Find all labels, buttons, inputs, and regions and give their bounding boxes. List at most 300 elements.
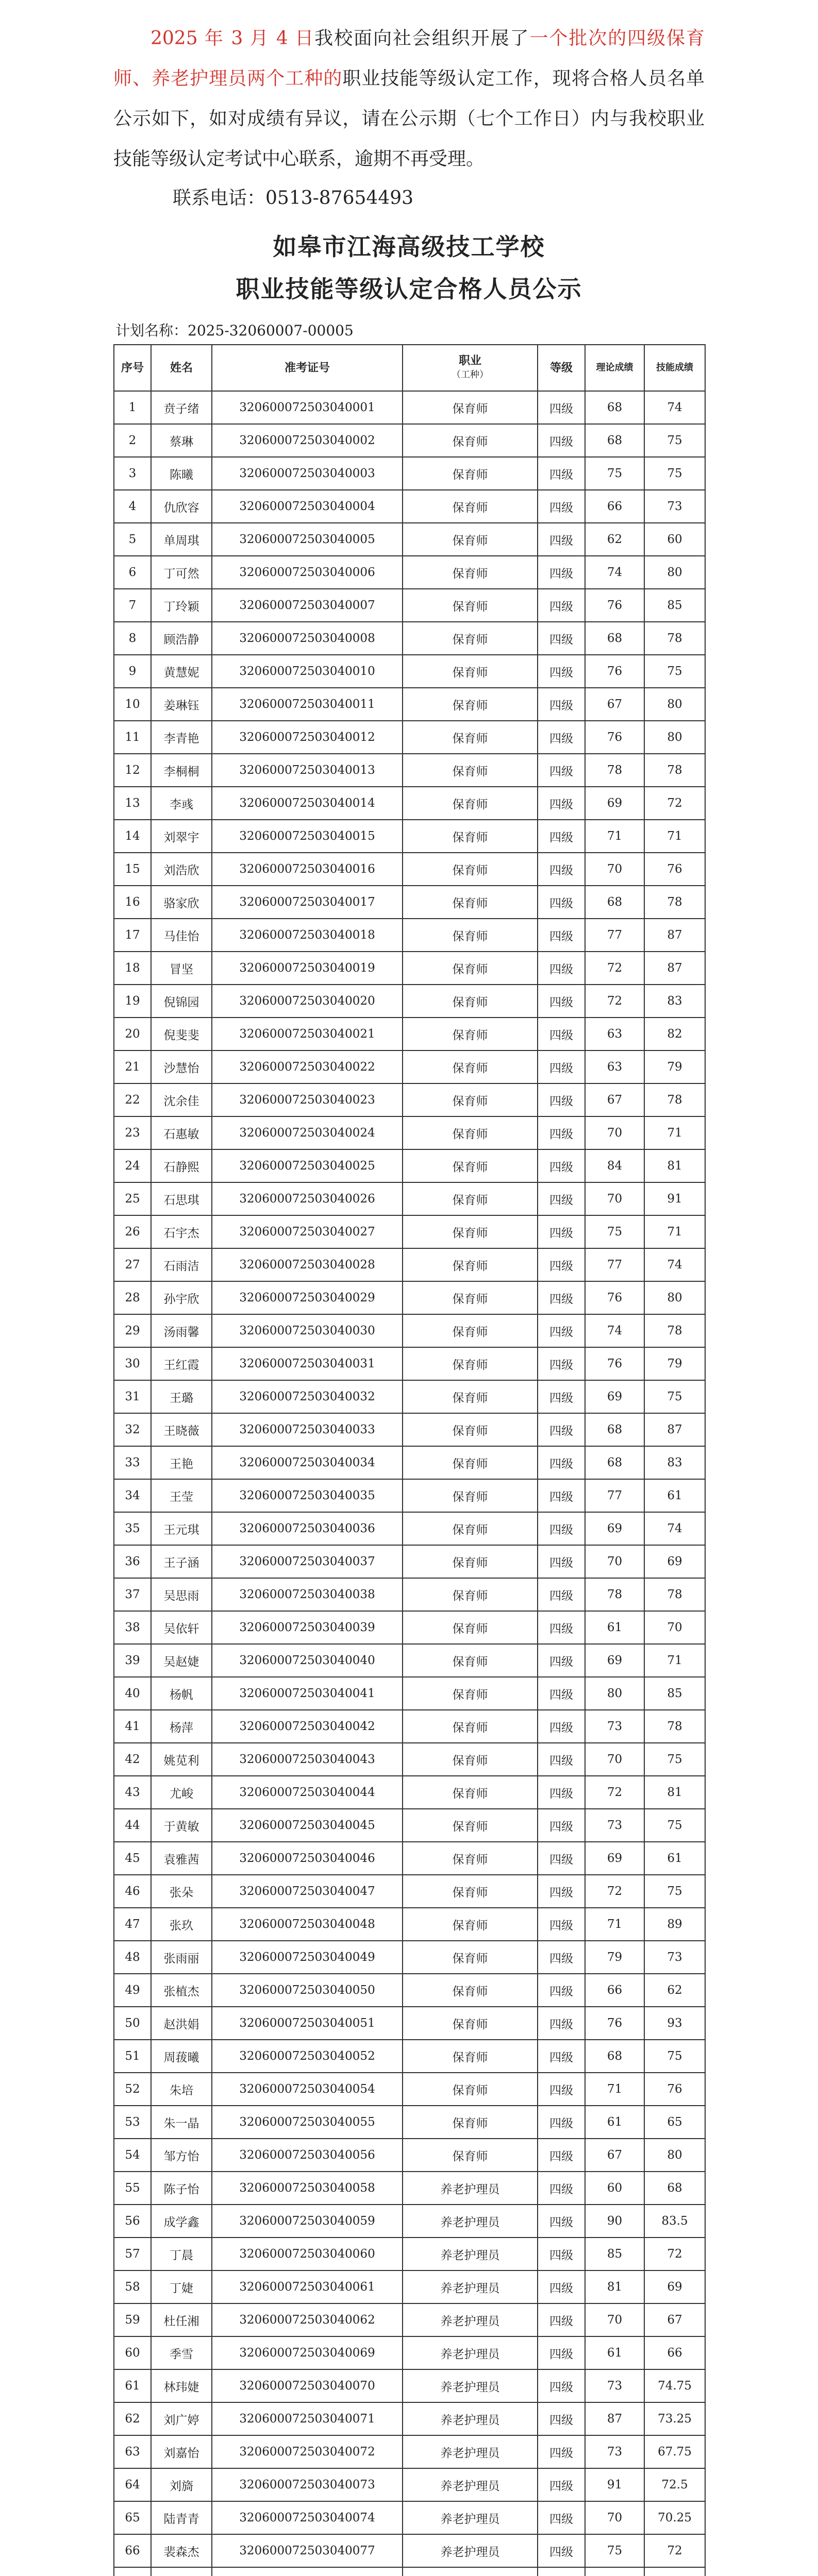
cell-level: 四级 — [538, 1512, 585, 1545]
cell-theory: 68 — [585, 1446, 644, 1479]
cell-level: 四级 — [538, 2534, 585, 2567]
cell-job: 养老护理员 — [403, 2303, 538, 2336]
cell-theory: 74 — [585, 1314, 644, 1347]
cell-skill: 78 — [644, 622, 705, 655]
header-job-label: 职业 — [458, 354, 481, 367]
cell-no: 44 — [114, 1809, 151, 1842]
header-job-sub: （工种） — [452, 369, 489, 380]
cell-name: 张雨丽 — [151, 1941, 212, 1974]
cell-job: 保育师 — [403, 1677, 538, 1710]
cell-job: 保育师 — [403, 1248, 538, 1281]
table-row — [114, 1875, 705, 1908]
cell-theory: 76 — [585, 1347, 644, 1380]
cell-job: 养老护理员 — [403, 2534, 538, 2567]
cell-name: 赵洪娟 — [151, 2007, 212, 2040]
cell-job: 保育师 — [403, 688, 538, 721]
cell-no: 57 — [114, 2238, 151, 2270]
cell-job: 保育师 — [403, 1710, 538, 1743]
cell-job: 保育师 — [403, 1842, 538, 1875]
cell-theory: 79 — [585, 1941, 644, 1974]
cell-job: 保育师 — [403, 985, 538, 1018]
cell-no: 15 — [114, 853, 151, 886]
table-row — [114, 2040, 705, 2073]
cell-job — [403, 2567, 538, 2576]
cell-level: 四级 — [538, 457, 585, 490]
cell-theory: 85 — [585, 2238, 644, 2270]
header-job — [403, 345, 538, 391]
cell-exam-id: 320600072503040024 — [212, 1116, 403, 1149]
cell-level: 四级 — [538, 2238, 585, 2270]
cell-no: 2 — [114, 424, 151, 457]
cell-skill: 74 — [644, 1512, 705, 1545]
table-row — [114, 853, 705, 886]
cell-exam-id: 320600072503040044 — [212, 1776, 403, 1809]
table-row — [114, 2139, 705, 2172]
cell-job: 保育师 — [403, 1611, 538, 1644]
cell-no: 46 — [114, 1875, 151, 1908]
cell-job: 保育师 — [403, 2073, 538, 2106]
cell-theory: 66 — [585, 1974, 644, 2007]
cell-theory: 76 — [585, 655, 644, 688]
cell-job: 养老护理员 — [403, 2172, 538, 2205]
cell-theory: 77 — [585, 919, 644, 952]
table-row — [114, 1215, 705, 1248]
cell-exam-id: 320600072503040048 — [212, 1908, 403, 1941]
cell-skill: 80 — [644, 556, 705, 589]
cell-theory: 70 — [585, 2501, 644, 2534]
cell-job: 保育师 — [403, 1018, 538, 1050]
cell-name: 单周琪 — [151, 523, 212, 556]
cell-theory: 70 — [585, 1743, 644, 1776]
cell-level: 四级 — [538, 2139, 585, 2172]
table-row — [114, 1413, 705, 1446]
cell-name: 周菝曦 — [151, 2040, 212, 2073]
table-row — [114, 1644, 705, 1677]
cell-skill: 89 — [644, 1908, 705, 1941]
cell-level: 四级 — [538, 1578, 585, 1611]
cell-no: 10 — [114, 688, 151, 721]
cell-job: 保育师 — [403, 1182, 538, 1215]
contact-label: 联系电话： — [173, 188, 266, 209]
contact-phone: 0513-87654493 — [265, 188, 414, 209]
cell-no: 36 — [114, 1545, 151, 1578]
cell-skill: 61 — [644, 1842, 705, 1875]
cell-theory: 66 — [585, 490, 644, 523]
table-row — [114, 688, 705, 721]
table-row — [114, 2402, 705, 2435]
cell-level: 四级 — [538, 1347, 585, 1380]
cell-skill: 82 — [644, 1018, 705, 1050]
cell-no: 19 — [114, 985, 151, 1018]
cell-exam-id — [212, 2567, 403, 2576]
cell-name: 仇欣容 — [151, 490, 212, 523]
cell-job: 保育师 — [403, 622, 538, 655]
cell-theory: 68 — [585, 2040, 644, 2073]
cell-level: 四级 — [538, 2369, 585, 2402]
cell-job: 保育师 — [403, 1116, 538, 1149]
cell-no: 27 — [114, 1248, 151, 1281]
cell-theory: 75 — [585, 1215, 644, 1248]
cell-name: 王红霞 — [151, 1347, 212, 1380]
cell-name: 姜琳钰 — [151, 688, 212, 721]
cell-exam-id: 320600072503040060 — [212, 2238, 403, 2270]
cell-level: 四级 — [538, 1380, 585, 1413]
cell-skill: 72 — [644, 2534, 705, 2567]
cell-skill: 71 — [644, 820, 705, 853]
cell-job: 养老护理员 — [403, 2336, 538, 2369]
cell-theory: 75 — [585, 2534, 644, 2567]
cell-name: 陈曦 — [151, 457, 212, 490]
cell-level: 四级 — [538, 1809, 585, 1842]
cell-theory: 67 — [585, 688, 644, 721]
cell-level: 四级 — [538, 919, 585, 952]
cell-no: 61 — [114, 2369, 151, 2402]
table-row — [114, 1545, 705, 1578]
cell-level: 四级 — [538, 1018, 585, 1050]
table-row — [114, 1578, 705, 1611]
cell-skill: 72 — [644, 787, 705, 820]
cell-level: 四级 — [538, 1281, 585, 1314]
cell-exam-id: 320600072503040074 — [212, 2501, 403, 2534]
intro-text-2: 职业技能等级认定工作，现将合格人员名单公示如下，如对成绩有异议，请在公示期（七个工作日）内与我校职业技能等级认定考试中心联系，逾期不再受理。 — [113, 68, 705, 170]
cell-skill: 85 — [644, 1677, 705, 1710]
cell-skill: 65 — [644, 2106, 705, 2139]
cell-exam-id: 320600072503040002 — [212, 424, 403, 457]
table-row — [114, 1380, 705, 1413]
table-row — [114, 2106, 705, 2139]
cell-exam-id: 320600072503040029 — [212, 1281, 403, 1314]
cell-theory: 84 — [585, 1149, 644, 1182]
cell-exam-id: 320600072503040020 — [212, 985, 403, 1018]
cell-skill: 74 — [644, 1248, 705, 1281]
header-no: 序号 — [114, 345, 151, 391]
cell-level: 四级 — [538, 787, 585, 820]
cell-level: 四级 — [538, 2435, 585, 2468]
cell-no: 64 — [114, 2468, 151, 2501]
table-row — [114, 391, 705, 424]
cell-no: 41 — [114, 1710, 151, 1743]
cell-level: 四级 — [538, 1479, 585, 1512]
cell-skill: 81 — [644, 1776, 705, 1809]
cell-job: 保育师 — [403, 919, 538, 952]
cell-skill: 75 — [644, 1380, 705, 1413]
cell-name: 李彧 — [151, 787, 212, 820]
cell-level: 四级 — [538, 1182, 585, 1215]
cell-no: 39 — [114, 1644, 151, 1677]
cell-exam-id: 320600072503040004 — [212, 490, 403, 523]
table-row — [114, 1116, 705, 1149]
cell-theory: 63 — [585, 1050, 644, 1083]
table-row — [114, 490, 705, 523]
cell-skill: 69 — [644, 1545, 705, 1578]
cell-name: 王元琪 — [151, 1512, 212, 1545]
cell-no: 9 — [114, 655, 151, 688]
cell-theory: 73 — [585, 1710, 644, 1743]
cell-no: 32 — [114, 1413, 151, 1446]
table-row — [114, 1446, 705, 1479]
table-row — [114, 2501, 705, 2534]
cell-exam-id: 320600072503040042 — [212, 1710, 403, 1743]
table-row — [114, 1611, 705, 1644]
cell-skill: 71 — [644, 1215, 705, 1248]
cell-exam-id: 320600072503040013 — [212, 754, 403, 787]
cell-skill: 75 — [644, 2040, 705, 2073]
table-row — [114, 1512, 705, 1545]
cell-theory: 91 — [585, 2468, 644, 2501]
cell-exam-id: 320600072503040073 — [212, 2468, 403, 2501]
table-row — [114, 424, 705, 457]
cell-no: 33 — [114, 1446, 151, 1479]
cell-no: 54 — [114, 2139, 151, 2172]
cell-no: 42 — [114, 1743, 151, 1776]
cell-theory: 68 — [585, 622, 644, 655]
cell-no: 4 — [114, 490, 151, 523]
cell-theory: 73 — [585, 1809, 644, 1842]
cell-skill: 91 — [644, 1182, 705, 1215]
cell-name: 吴思雨 — [151, 1578, 212, 1611]
cell-job: 保育师 — [403, 853, 538, 886]
cell-skill: 70.25 — [644, 2501, 705, 2534]
cell-skill: 75 — [644, 655, 705, 688]
cell-skill: 75 — [644, 1743, 705, 1776]
cell-exam-id: 320600072503040015 — [212, 820, 403, 853]
cell-no — [114, 2567, 151, 2576]
cell-skill: 78 — [644, 1083, 705, 1116]
cell-job: 保育师 — [403, 2139, 538, 2172]
cell-job: 保育师 — [403, 556, 538, 589]
cell-job: 保育师 — [403, 1215, 538, 1248]
cell-skill: 71 — [644, 1644, 705, 1677]
table-row — [114, 2435, 705, 2468]
cell-job: 保育师 — [403, 1149, 538, 1182]
table-row — [114, 1908, 705, 1941]
cell-theory: 76 — [585, 721, 644, 754]
cell-theory: 87 — [585, 2402, 644, 2435]
cell-name: 贲子绪 — [151, 391, 212, 424]
cell-no: 21 — [114, 1050, 151, 1083]
cell-skill: 83 — [644, 1446, 705, 1479]
cell-exam-id: 320600072503040043 — [212, 1743, 403, 1776]
cell-theory: 77 — [585, 1248, 644, 1281]
cell-name: 姚苋利 — [151, 1743, 212, 1776]
cell-exam-id: 320600072503040027 — [212, 1215, 403, 1248]
cell-level: 四级 — [538, 1215, 585, 1248]
cell-level: 四级 — [538, 2205, 585, 2238]
cell-level: 四级 — [538, 853, 585, 886]
table-row — [114, 985, 705, 1018]
table-row — [114, 2270, 705, 2303]
cell-no: 22 — [114, 1083, 151, 1116]
table-row — [114, 1743, 705, 1776]
cell-no: 5 — [114, 523, 151, 556]
table-row — [114, 2007, 705, 2040]
cell-name: 石静熙 — [151, 1149, 212, 1182]
cell-exam-id: 320600072503040040 — [212, 1644, 403, 1677]
cell-job: 保育师 — [403, 1578, 538, 1611]
table-row — [114, 1842, 705, 1875]
cell-theory: 72 — [585, 985, 644, 1018]
cell-name: 沈余佳 — [151, 1083, 212, 1116]
cell-theory: 78 — [585, 754, 644, 787]
cell-job: 保育师 — [403, 886, 538, 919]
cell-level: 四级 — [538, 556, 585, 589]
cell-exam-id: 320600072503040072 — [212, 2435, 403, 2468]
cell-no: 43 — [114, 1776, 151, 1809]
cell-level: 四级 — [538, 391, 585, 424]
cell-theory: 70 — [585, 1545, 644, 1578]
cell-no: 51 — [114, 2040, 151, 2073]
cell-no: 63 — [114, 2435, 151, 2468]
cell-exam-id: 320600072503040005 — [212, 523, 403, 556]
cell-theory: 71 — [585, 820, 644, 853]
cell-skill: 78 — [644, 1710, 705, 1743]
table-body — [114, 391, 705, 2576]
cell-name: 杜任湘 — [151, 2303, 212, 2336]
cell-skill: 73 — [644, 1941, 705, 1974]
cell-name: 丁玲颖 — [151, 589, 212, 622]
cell-job: 保育师 — [403, 820, 538, 853]
cell-level: 四级 — [538, 754, 585, 787]
cell-level: 四级 — [538, 1116, 585, 1149]
cell-skill: 79 — [644, 1347, 705, 1380]
cell-no: 45 — [114, 1842, 151, 1875]
cell-skill: 75 — [644, 457, 705, 490]
cell-level: 四级 — [538, 2040, 585, 2073]
intro-date: 2025 年 3 月 4 日 — [151, 28, 315, 49]
cell-name: 王璐 — [151, 1380, 212, 1413]
cell-exam-id: 320600072503040031 — [212, 1347, 403, 1380]
cell-skill: 83 — [644, 985, 705, 1018]
cell-theory: 62 — [585, 523, 644, 556]
cell-level: 四级 — [538, 886, 585, 919]
cell-name: 成学鑫 — [151, 2205, 212, 2238]
cell-skill: 78 — [644, 754, 705, 787]
cell-theory: 61 — [585, 1611, 644, 1644]
cell-no: 31 — [114, 1380, 151, 1413]
table-row — [114, 2238, 705, 2270]
cell-level: 四级 — [538, 1083, 585, 1116]
cell-theory: 68 — [585, 886, 644, 919]
table-row — [114, 1809, 705, 1842]
cell-name: 李青艳 — [151, 721, 212, 754]
cell-name: 丁婕 — [151, 2270, 212, 2303]
cell-job: 保育师 — [403, 2007, 538, 2040]
table-row — [114, 1018, 705, 1050]
cell-theory: 74 — [585, 556, 644, 589]
cell-name: 刘浩欣 — [151, 853, 212, 886]
cell-skill: 75 — [644, 424, 705, 457]
cell-name: 倪斐斐 — [151, 1018, 212, 1050]
contact-line — [113, 180, 705, 216]
cell-no: 3 — [114, 457, 151, 490]
cell-name: 刘旖 — [151, 2468, 212, 2501]
cell-exam-id: 320600072503040035 — [212, 1479, 403, 1512]
cell-skill: 80 — [644, 1281, 705, 1314]
cell-skill: 83.5 — [644, 2205, 705, 2238]
table-row — [114, 2073, 705, 2106]
table-row — [114, 1149, 705, 1182]
cell-level: 四级 — [538, 721, 585, 754]
cell-level: 四级 — [538, 490, 585, 523]
table-row — [114, 754, 705, 787]
cell-name: 吴依轩 — [151, 1611, 212, 1644]
cell-job: 保育师 — [403, 754, 538, 787]
table-row — [114, 2534, 705, 2567]
cell-job: 养老护理员 — [403, 2501, 538, 2534]
cell-job: 保育师 — [403, 1083, 538, 1116]
table-row — [114, 1182, 705, 1215]
table-row — [114, 952, 705, 985]
cell-exam-id: 320600072503040008 — [212, 622, 403, 655]
cell-name: 蔡琳 — [151, 424, 212, 457]
cell-job: 保育师 — [403, 1479, 538, 1512]
table-row — [114, 1281, 705, 1314]
cell-skill: 87 — [644, 919, 705, 952]
table-row — [114, 1710, 705, 1743]
cell-exam-id: 320600072503040028 — [212, 1248, 403, 1281]
cell-no: 12 — [114, 754, 151, 787]
cell-job: 保育师 — [403, 1314, 538, 1347]
table-row — [114, 457, 705, 490]
cell-job: 保育师 — [403, 1380, 538, 1413]
cell-level: 四级 — [538, 1248, 585, 1281]
cell-exam-id: 320600072503040047 — [212, 1875, 403, 1908]
cell-no: 52 — [114, 2073, 151, 2106]
cell-job: 养老护理员 — [403, 2270, 538, 2303]
cell-name: 李桐桐 — [151, 754, 212, 787]
cell-theory: 69 — [585, 1842, 644, 1875]
table-row — [114, 1974, 705, 2007]
cell-skill: 69 — [644, 2270, 705, 2303]
cell-job: 保育师 — [403, 1743, 538, 1776]
cell-exam-id: 320600072503040010 — [212, 655, 403, 688]
plan-number: 计划名称：2025-32060007-00005 — [115, 322, 354, 339]
cell-no: 56 — [114, 2205, 151, 2238]
cell-theory — [585, 2567, 644, 2576]
cell-theory: 81 — [585, 2270, 644, 2303]
cell-skill: 61 — [644, 1479, 705, 1512]
cell-job: 保育师 — [403, 589, 538, 622]
cell-level: 四级 — [538, 2270, 585, 2303]
cell-level: 四级 — [538, 589, 585, 622]
cell-level: 四级 — [538, 655, 585, 688]
cell-exam-id: 320600072503040034 — [212, 1446, 403, 1479]
document-title: 职业技能等级认定合格人员公示 — [236, 275, 582, 303]
cell-theory: 67 — [585, 1083, 644, 1116]
cell-level: 四级 — [538, 1413, 585, 1446]
cell-exam-id: 320600072503040023 — [212, 1083, 403, 1116]
table-row — [114, 2567, 705, 2576]
cell-name: 邹方怡 — [151, 2139, 212, 2172]
cell-no: 62 — [114, 2402, 151, 2435]
cell-no: 8 — [114, 622, 151, 655]
cell-job: 养老护理员 — [403, 2205, 538, 2238]
header-level: 等级 — [538, 345, 585, 391]
cell-name: 林玮婕 — [151, 2369, 212, 2402]
cell-name: 丁晨 — [151, 2238, 212, 2270]
cell-level: 四级 — [538, 2336, 585, 2369]
cell-level: 四级 — [538, 1446, 585, 1479]
table-row — [114, 1941, 705, 1974]
cell-skill: 68 — [644, 2172, 705, 2205]
cell-no: 30 — [114, 1347, 151, 1380]
cell-job: 保育师 — [403, 457, 538, 490]
cell-name: 刘翠宇 — [151, 820, 212, 853]
cell-skill: 74.75 — [644, 2369, 705, 2402]
cell-theory: 76 — [585, 589, 644, 622]
cell-name: 石思琪 — [151, 1182, 212, 1215]
cell-name: 马佳怡 — [151, 919, 212, 952]
